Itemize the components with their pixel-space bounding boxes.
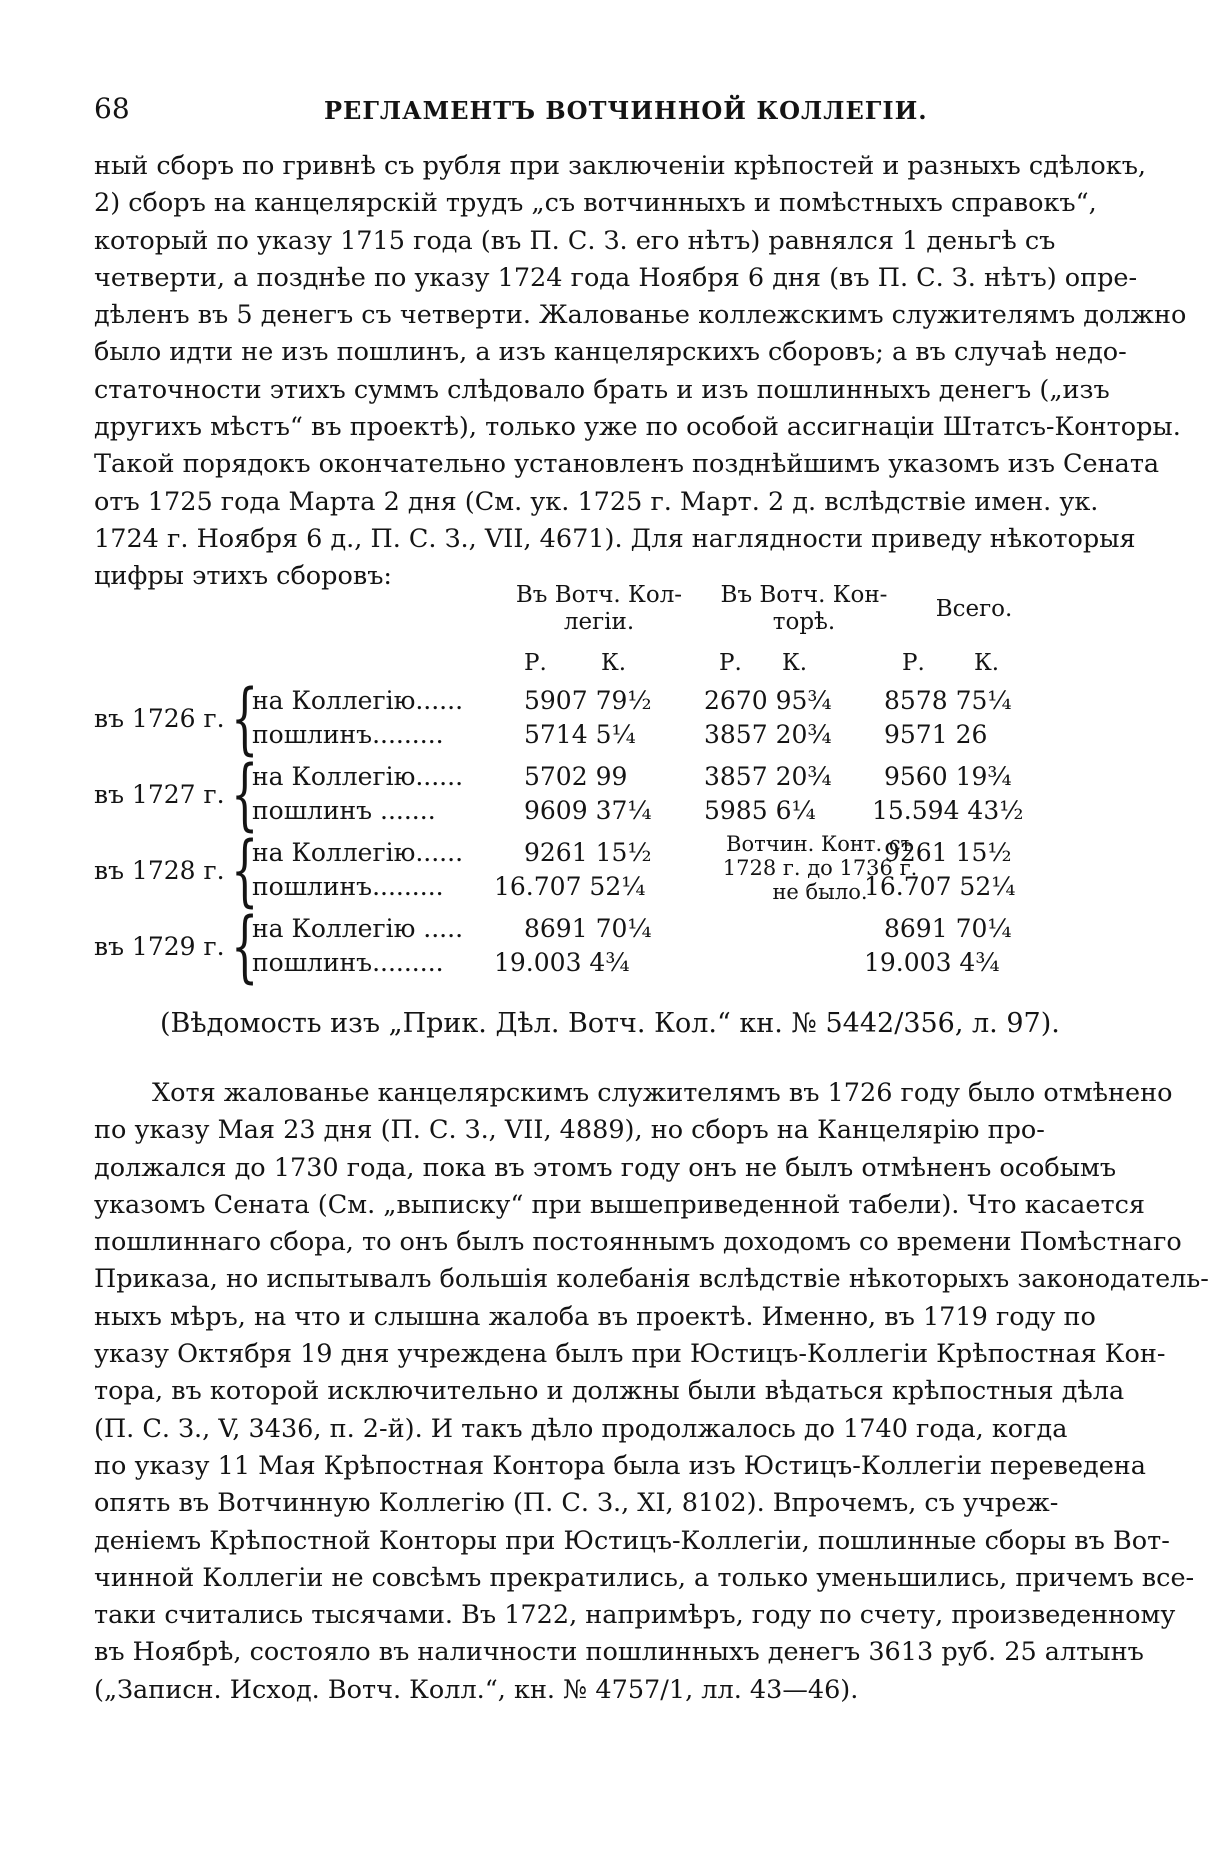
total-value: 9261 15½ xyxy=(884,838,1012,867)
total-value: 15.594 43½ xyxy=(872,796,1024,825)
page-header xyxy=(94,92,1039,132)
paragraph-2 xyxy=(94,1075,1209,1709)
text-line: (П. С. З., V, 3436, п. 2-й). И такъ дѣло продолжалось до 1740 года, когда xyxy=(94,1413,1068,1444)
text-line: статочности этихъ суммъ слѣдовало брать и изъ пошлинныхъ денегъ („изъ xyxy=(94,374,1110,405)
text-line: 1724 г. Ноября 6 д., П. С. З., VII, 4671). Для наглядности приведу нѣкоторыя xyxy=(94,523,1136,554)
office-value: 2670 95¾ xyxy=(704,686,832,715)
office-absence-note: Вотчин. Конт. съ 1728 г. до 1736 г. не было. xyxy=(722,832,918,904)
text-line: въ Ноябрѣ, состояло въ наличности пошлинныхъ денегъ 3613 руб. 25 алтынъ xyxy=(94,1637,1144,1668)
year-label: въ 1727 г. xyxy=(94,780,225,809)
text-line: 2) сборъ на канцелярскій трудъ „съ вотчинныхъ и помѣстныхъ справокъ“, xyxy=(94,188,1097,219)
total-value: 19.003 4¾ xyxy=(864,948,1000,977)
row-label: на Коллегію ..... xyxy=(252,914,464,943)
running-title: РЕГЛАМЕНТЪ ВОТЧИННОЙ КОЛЛЕГІИ. xyxy=(324,96,928,125)
brace: { xyxy=(231,826,259,916)
unit-kopecks: К. xyxy=(601,650,627,676)
text-line: таки считались тысячами. Въ 1722, напримѣръ, году по счету, произведенному xyxy=(94,1600,1176,1631)
collegium-value: 5714 5¼ xyxy=(524,720,636,749)
text-line: опять въ Вотчинную Коллегію (П. С. З., XI, 8102). Впрочемъ, съ учреж- xyxy=(94,1488,1059,1519)
total-value: 8578 75¼ xyxy=(884,686,1012,715)
text-line: пошлиннаго сбора, то онъ былъ постояннымъ доходомъ со времени Помѣстнаго xyxy=(94,1227,1182,1258)
text-line: отъ 1725 года Марта 2 дня (См. ук. 1725 г. Март. 2 д. вслѣдствіе имен. ук. xyxy=(94,486,1099,517)
collegium-value: 16.707 52¼ xyxy=(494,872,646,901)
row-label: на Коллегію...... xyxy=(252,762,464,791)
row-label: пошлинъ......... xyxy=(252,948,444,977)
row-label: на Коллегію...... xyxy=(252,838,464,867)
unit-kopecks: К. xyxy=(782,650,808,676)
text-line: другихъ мѣстъ“ въ проектѣ), только уже по особой ассигнаціи Штатсъ-Конторы. xyxy=(94,412,1181,443)
text-line: тора, въ которой исключительно и должны были вѣдаться крѣпостныя дѣла xyxy=(94,1376,1125,1407)
text-line: ный сборъ по гривнѣ съ рубля при заключеніи крѣпостей и разныхъ сдѣлокъ, xyxy=(94,151,1147,181)
year-label: въ 1728 г. xyxy=(94,856,225,885)
row-label: на Коллегію...... xyxy=(252,686,464,715)
total-value: 16.707 52¼ xyxy=(864,872,1016,901)
brace: { xyxy=(231,902,259,992)
text-line: чинной Коллегіи не совсѣмъ прекратились, а только уменьшились, причемъ все- xyxy=(94,1562,1195,1593)
text-line: Приказа, но испытывалъ большія колебанія вслѣдствіе нѣкоторыхъ законодатель- xyxy=(94,1264,1209,1295)
text-line: должался до 1730 года, пока въ этомъ году онъ не былъ отмѣненъ особымъ xyxy=(94,1152,1117,1183)
column-header-office: Въ Вотч. Кон- торѣ. xyxy=(720,582,888,635)
unit-rubles: Р. xyxy=(524,650,547,676)
column-header-total: Всего. xyxy=(935,596,1013,622)
text-line: Такой порядокъ окончательно установленъ позднѣйшимъ указомъ изъ Сената xyxy=(94,449,1160,480)
collegium-value: 8691 70¼ xyxy=(524,914,652,943)
brace: { xyxy=(231,674,259,764)
year-label: въ 1729 г. xyxy=(94,932,225,961)
source-citation: (Вѣдомость изъ „Прик. Дѣл. Вотч. Кол.“ кн. № 5442/356, л. 97). xyxy=(160,1008,1060,1039)
unit-rubles: Р. xyxy=(719,650,742,676)
office-value: 5985 6¼ xyxy=(704,796,816,825)
text-line: ныхъ мѣръ, на что и слышна жалоба въ проектѣ. Именно, въ 1719 году по xyxy=(94,1301,1096,1332)
brace: { xyxy=(231,750,259,840)
page-number: 68 xyxy=(94,92,130,125)
text-line: по указу 11 Мая Крѣпостная Контора была изъ Юстицъ-Коллегіи переведена xyxy=(94,1450,1146,1481)
row-label: пошлинъ ....... xyxy=(252,796,436,825)
total-value: 8691 70¼ xyxy=(884,914,1012,943)
text-line: четверти, а позднѣе по указу 1724 года Ноября 6 дня (въ П. С. З. нѣтъ) опре- xyxy=(94,262,1138,293)
office-value: 3857 20¾ xyxy=(704,762,832,791)
collegium-value: 9261 15½ xyxy=(524,838,652,867)
text-line: указу Октября 19 дня учреждена былъ при Юстицъ-Коллегіи Крѣпостная Кон- xyxy=(94,1339,1166,1370)
text-line: („Записн. Исход. Вотч. Колл.“, кн. № 4757/1, лл. 43—46). xyxy=(94,1674,859,1705)
text-line: деніемъ Крѣпостной Конторы при Юстицъ-Коллегіи, пошлинные сборы въ Вот- xyxy=(94,1525,1170,1556)
unit-kopecks: К. xyxy=(974,650,1000,676)
office-value: 3857 20¾ xyxy=(704,720,832,749)
text-line: по указу Мая 23 дня (П. С. З., VII, 4889), но сборъ на Канцелярію про- xyxy=(94,1115,1045,1146)
collegium-value: 5907 79½ xyxy=(524,686,652,715)
row-label: пошлинъ......... xyxy=(252,720,444,749)
unit-rubles: Р. xyxy=(902,650,925,676)
column-header-collegium: Въ Вотч. Кол- легіи. xyxy=(515,582,683,635)
collegium-value: 19.003 4¾ xyxy=(494,948,630,977)
revenue-table xyxy=(94,582,1039,992)
collegium-value: 5702 99 xyxy=(524,762,628,791)
text-line: который по указу 1715 года (въ П. С. З. его нѣтъ) равнялся 1 деньгѣ съ xyxy=(94,225,1056,256)
paragraph-1 xyxy=(94,148,1187,596)
total-value: 9560 19¾ xyxy=(884,762,1012,791)
collegium-value: 9609 37¼ xyxy=(524,796,652,825)
year-label: въ 1726 г. xyxy=(94,704,225,733)
text-line: Хотя жалованье канцелярскимъ служителямъ въ 1726 году было отмѣнено xyxy=(152,1078,1173,1108)
text-line: дѣленъ въ 5 денегъ съ четверти. Жалованье коллежскимъ служителямъ должно xyxy=(94,300,1187,331)
text-line: цифры этихъ сборовъ: xyxy=(94,561,393,592)
text-line: указомъ Сената (См. „выписку“ при вышеприведенной табели). Что касается xyxy=(94,1189,1145,1220)
text-line: было идти не изъ пошлинъ, а изъ канцелярскихъ сборовъ; а въ случаѣ недо- xyxy=(94,337,1127,368)
total-value: 9571 26 xyxy=(884,720,988,749)
row-label: пошлинъ......... xyxy=(252,872,444,901)
